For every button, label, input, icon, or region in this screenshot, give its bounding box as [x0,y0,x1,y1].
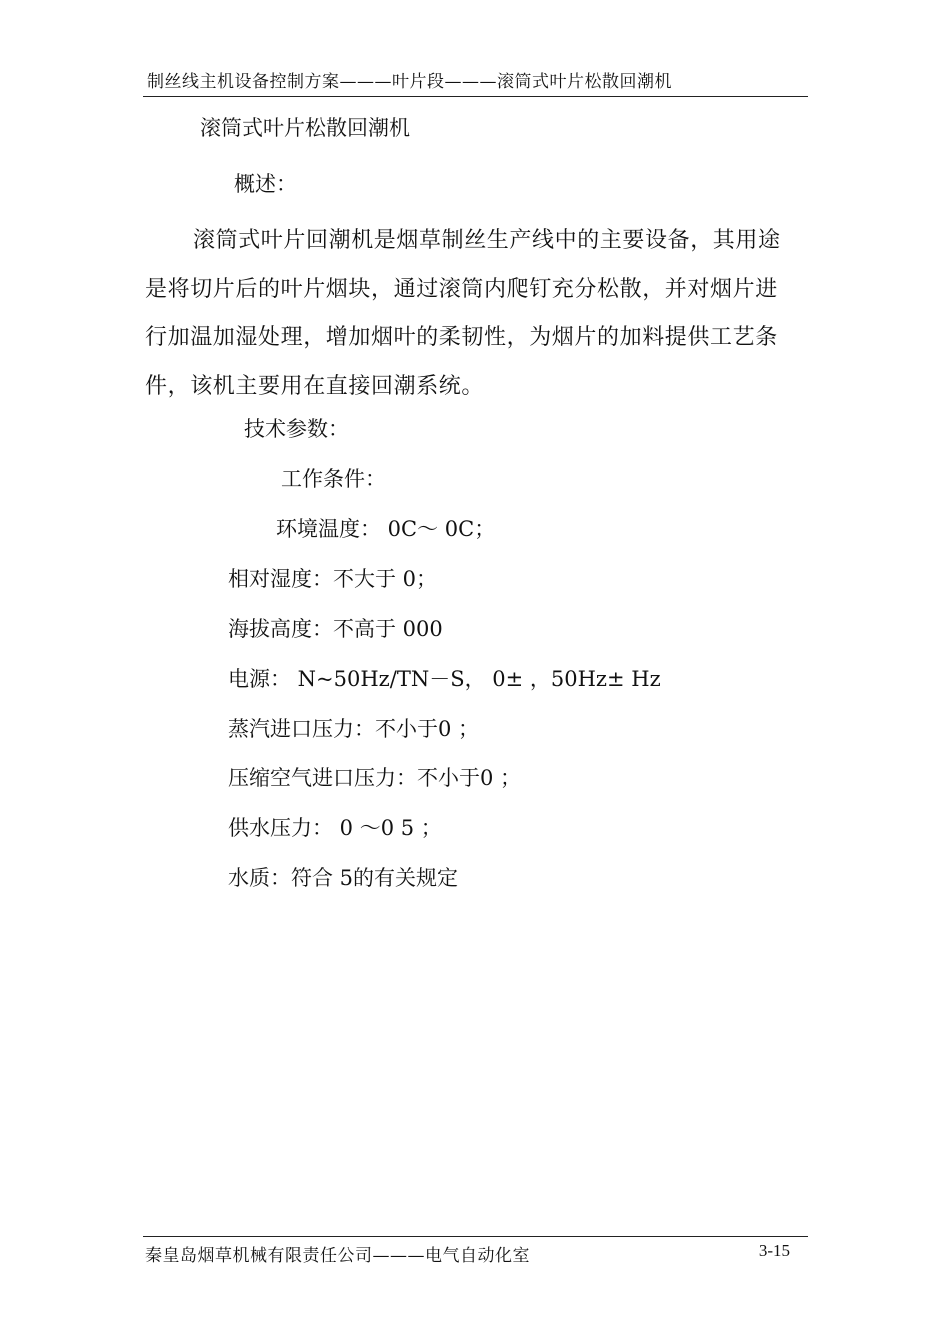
steam-pressure-line: 蒸汽进口压力：不小于0 ； [228,717,480,741]
air-pressure-line: 压缩空气进口压力：不小于0 ； [228,766,522,790]
paragraph-line: 是将切片后的叶片烟块，通过滚筒内爬钉充分松散，并对烟片进 [145,276,778,302]
page-header [143,64,808,97]
footer-text: 秦皇岛烟草机械有限责任公司———电气自动化室 [145,1246,530,1266]
humidity-line: 相对湿度：不大于 0； [228,567,438,591]
power-supply-line: 电源： N~50Hz/TN－S， 0± ，50Hz± Hz [228,667,661,691]
paragraph-line: 行加温加湿处理，增加烟叶的柔韧性，为烟片的加料提供工艺条 [145,325,778,350]
page-footer [143,1236,808,1269]
water-quality-line: 水质：符合 5的有关规定 [228,866,459,890]
overview-paragraph [145,217,809,411]
tech-params-heading: 技术参数： [244,417,349,441]
header-text: 制丝线主机设备控制方案———叶片段———滚筒式叶片松散回潮机 [147,72,672,92]
altitude-line: 海拔高度：不高于 000 [228,617,443,641]
document-title: 滚筒式叶片松散回潮机 [200,116,410,140]
paragraph-line: 滚筒式叶片回潮机是烟草制丝生产线中的主要设备，其用途 [193,228,781,253]
overview-heading: 概述： [234,172,297,196]
env-temperature-line: 环境温度： 0C～ 0C； [276,517,496,541]
water-pressure-line: 供水压力： 0 ～0 5 ； [228,816,442,840]
paragraph-line: 件，该机主要用在直接回潮系统。 [145,373,485,399]
working-conditions-heading: 工作条件： [281,467,386,491]
page-number: 3-15 [758,1241,790,1260]
